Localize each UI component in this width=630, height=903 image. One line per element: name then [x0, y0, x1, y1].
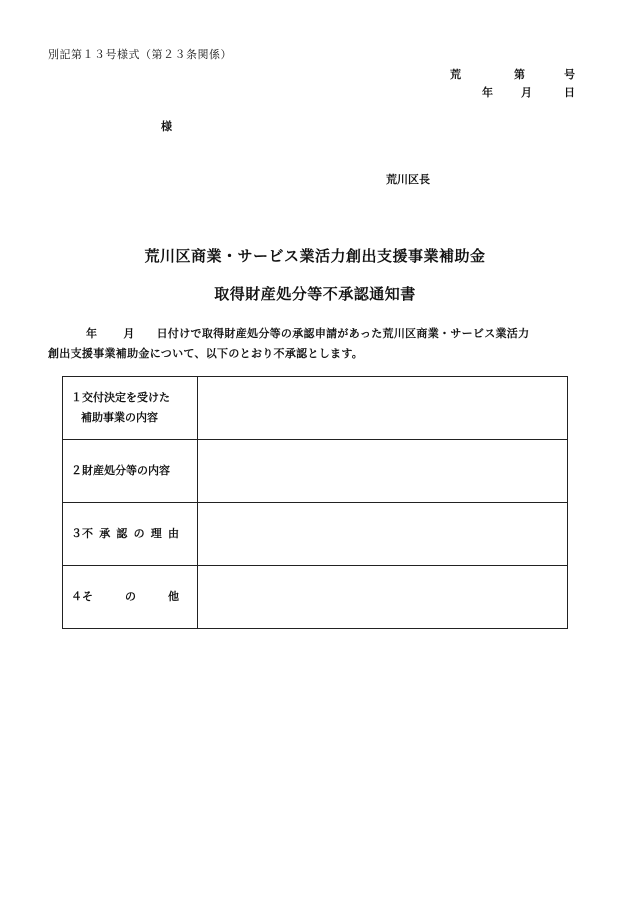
table-row: [63, 566, 568, 629]
label-part: の: [133, 527, 145, 540]
row-value-reason[interactable]: [198, 503, 568, 566]
label-part: ４そ: [71, 590, 93, 603]
table-row: [63, 440, 568, 503]
body-text-line1: [48, 325, 529, 341]
label-part: の: [125, 590, 136, 603]
row-label-line: [71, 587, 179, 607]
body-line1-rest: 日付けで取得財産処分等の承認申請があった荒川区商業・サービス業活力: [156, 327, 530, 340]
label-part: 認: [116, 527, 128, 540]
row-label-reason: [63, 503, 198, 566]
row-label-line: 補助事業の内容: [81, 411, 158, 424]
row-label-disposal-content: [63, 440, 198, 503]
document-title-line1: 荒川区商業・サービス業活力創出支援事業補助金: [144, 247, 486, 265]
row-label-subsidy-project: [63, 377, 198, 440]
label-part: 理: [150, 527, 162, 540]
sender-name: 荒川区長: [386, 173, 430, 186]
content-table: [62, 376, 568, 629]
doc-number-middle: 第: [514, 68, 525, 81]
body-year: 年: [86, 327, 98, 340]
doc-number-suffix: 号: [564, 68, 575, 81]
label-part: ３不: [71, 527, 93, 540]
body-month: 月: [123, 327, 135, 340]
row-label-line: １交付決定を受けた: [71, 391, 170, 404]
document-number-middle: [514, 66, 525, 82]
date-day: 日: [564, 86, 575, 99]
table-row: [63, 503, 568, 566]
date-month: 月: [521, 86, 532, 99]
row-value-other[interactable]: [198, 566, 568, 629]
label-part: 承: [99, 527, 111, 540]
row-label-line: [71, 524, 179, 544]
addressee-suffix: 様: [161, 120, 172, 133]
date-year: 年: [482, 86, 493, 99]
row-label-line: ２財産処分等の内容: [71, 464, 170, 477]
row-value-subsidy-project[interactable]: [198, 377, 568, 440]
document-title-line2: 取得財産処分等不承認通知書: [214, 285, 416, 303]
table-row: [63, 377, 568, 440]
label-part: 他: [168, 590, 179, 603]
form-number: 別記第１３号様式（第２３条関係）: [48, 48, 232, 61]
doc-number-prefix: 荒: [450, 68, 461, 81]
body-text-line2: 創出支援事業補助金について、以下のとおり不承認とします。: [48, 347, 364, 360]
document-number: [450, 66, 461, 82]
row-label-other: [63, 566, 198, 629]
row-value-disposal-content[interactable]: [198, 440, 568, 503]
label-part: 由: [167, 527, 179, 540]
document-number-suffix: [564, 66, 575, 82]
